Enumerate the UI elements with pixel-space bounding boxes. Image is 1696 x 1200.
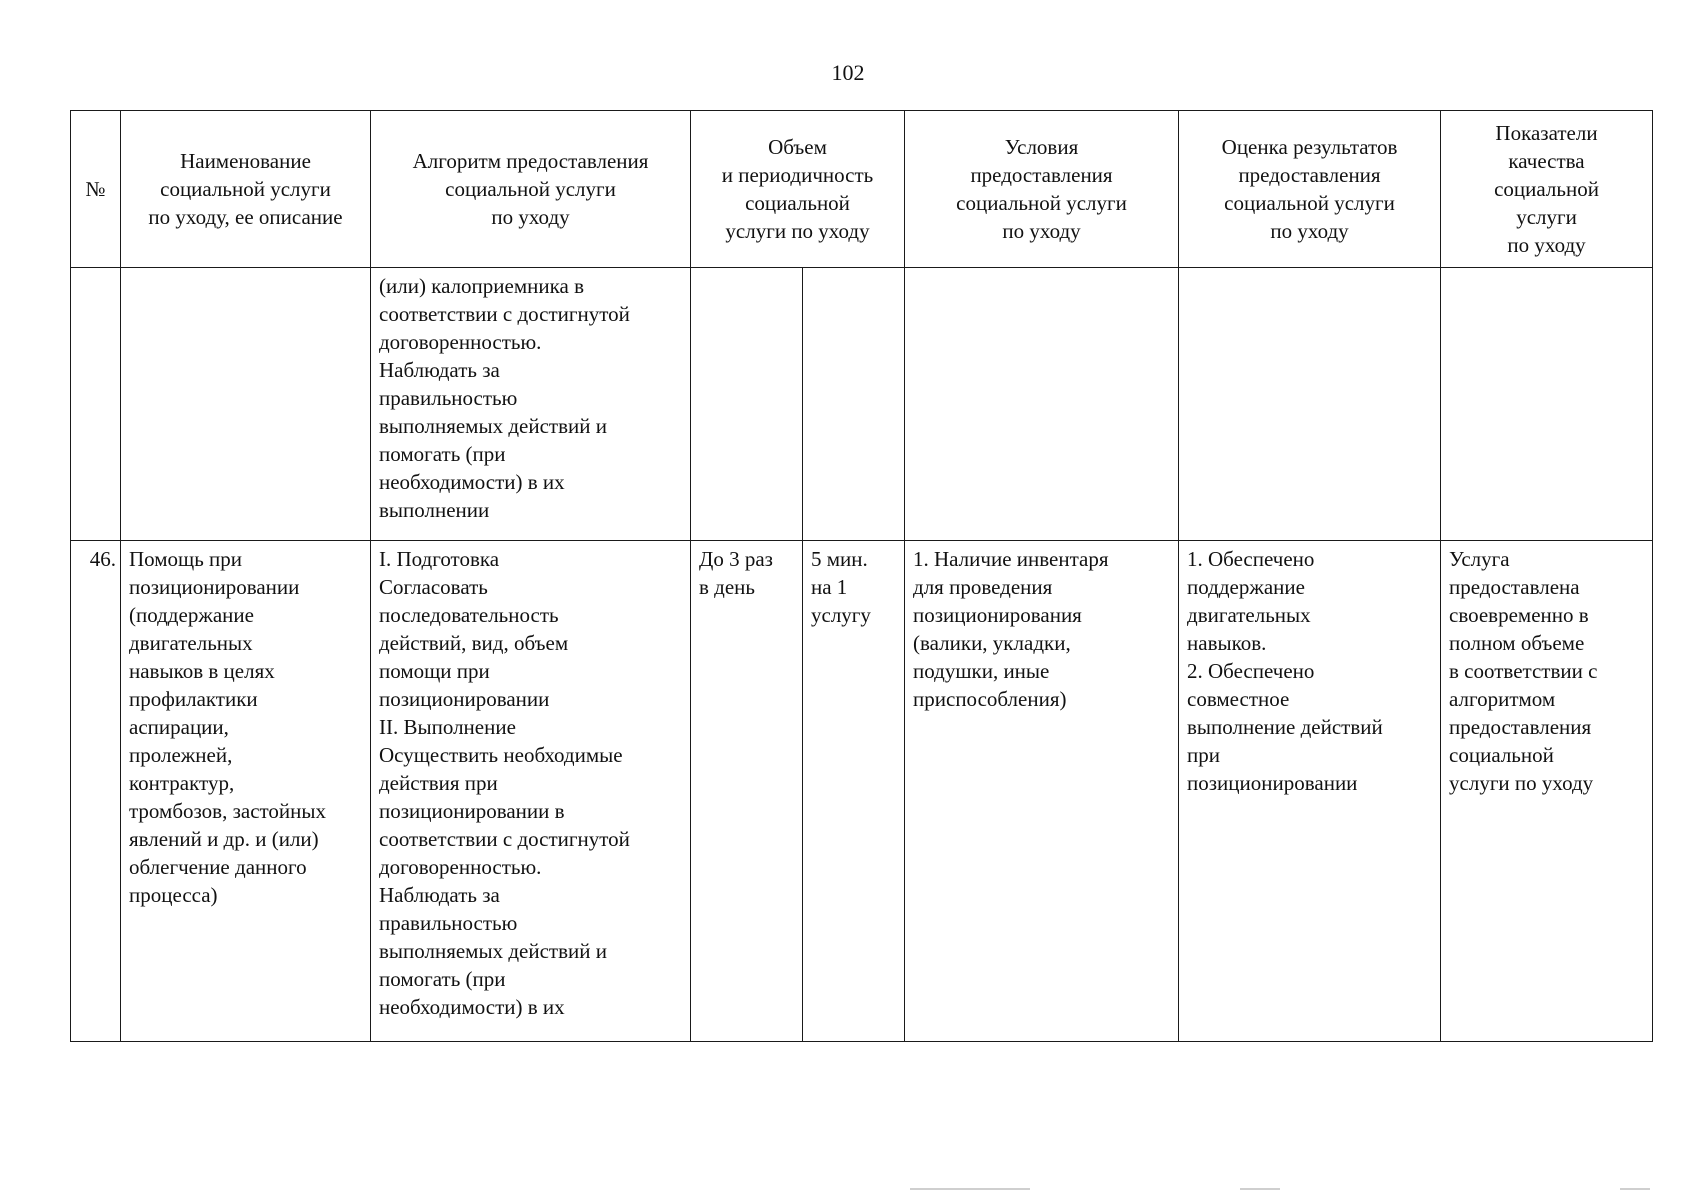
cell-evaluation: 1. Обеспечено поддержание двигательных навыков. 2. Обеспечено совместное выполнение действий при позиционировании	[1179, 541, 1441, 1042]
scan-artifact	[1240, 1188, 1280, 1190]
cell-quality: Услуга предоставлена своевременно в полном объеме в соответствии с алгоритмом предоставления социальной услуги по уходу	[1441, 541, 1653, 1042]
scan-artifact	[1620, 1188, 1650, 1190]
page-number: 102	[831, 60, 865, 85]
cell-volume-duration: 5 мин. на 1 услугу	[803, 541, 905, 1042]
cell-volume-duration	[803, 268, 905, 541]
cell-volume-times: До 3 раз в день	[691, 541, 803, 1042]
cell-evaluation	[1179, 268, 1441, 541]
cell-quality	[1441, 268, 1653, 541]
table-row-46	[71, 541, 1653, 1042]
header-quality: Показатели качества социальной услуги по уходу	[1441, 111, 1653, 268]
cell-service-name: Помощь при позиционировании (поддержание двигательных навыков в целях профилактики аспирации, пролежней, контрактур, тромбозов, застойных явлений и др. и (или) облегчение данного процесса)	[121, 541, 371, 1042]
header-evaluation: Оценка результатов предоставления социальной услуги по уходу	[1179, 111, 1441, 268]
social-services-table	[70, 110, 1653, 1042]
header-volume-periodicity: Объем и периодичность социальной услуги по уходу	[691, 111, 905, 268]
scan-artifact	[910, 1188, 1030, 1190]
cell-conditions: 1. Наличие инвентаря для проведения позиционирования (валики, укладки, подушки, иные приспособления)	[905, 541, 1179, 1042]
cell-number: 46.	[71, 541, 121, 1042]
cell-service-name	[121, 268, 371, 541]
header-algorithm: Алгоритм предоставления социальной услуги по уходу	[371, 111, 691, 268]
cell-algorithm: (или) калоприемника в соответствии с достигнутой договоренностью. Наблюдать за правильностью выполняемых действий и помогать (при необходимости) в их выполнении	[371, 268, 691, 541]
cell-number	[71, 268, 121, 541]
table-row-continuation	[71, 268, 1653, 541]
cell-conditions	[905, 268, 1179, 541]
cell-algorithm: I. Подготовка Согласовать последовательность действий, вид, объем помощи при позиционировании II. Выполнение Осуществить необходимые действия при позиционировании в соответствии с достигнутой договоренностью. Наблюдать за правильностью выполняемых действий и помогать (при необходимости) в их	[371, 541, 691, 1042]
header-service-name: Наименование социальной услуги по уходу, ее описание	[121, 111, 371, 268]
header-conditions: Условия предоставления социальной услуги по уходу	[905, 111, 1179, 268]
cell-volume-times	[691, 268, 803, 541]
table-header-row	[71, 111, 1653, 268]
header-number: №	[71, 111, 121, 268]
